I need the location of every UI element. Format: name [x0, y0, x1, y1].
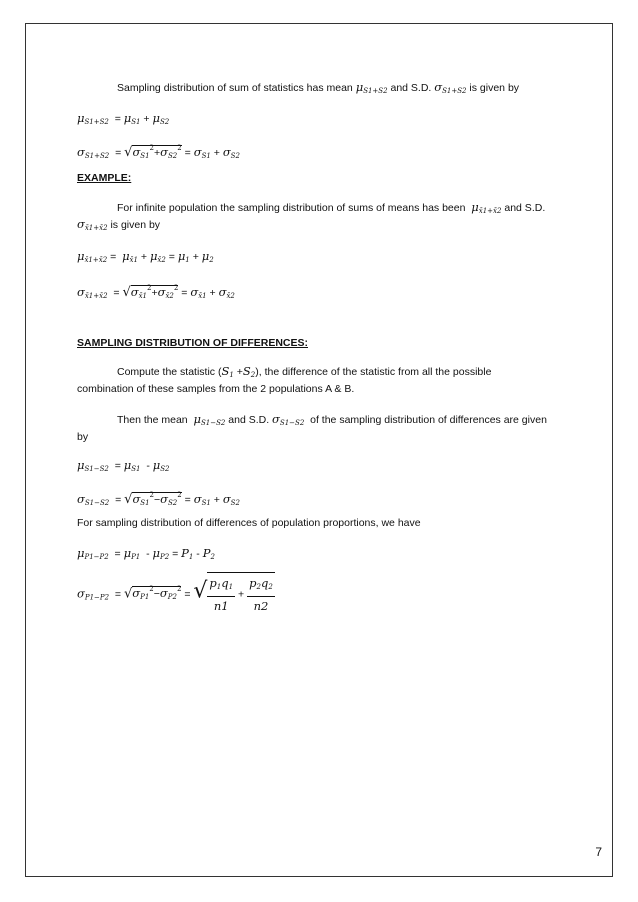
intro-text-1: Sampling distribution of sum of statistics has mean [117, 82, 353, 94]
intro-text-3: is given by [469, 82, 520, 94]
page-number: 7 [595, 845, 602, 859]
differences-heading: SAMPLING DISTRIBUTION OF DIFFERENCES: [77, 337, 308, 349]
differences-paragraph-2-cont: by [77, 431, 89, 443]
proportions-paragraph: For sampling distribution of differences of population proportions, we have [77, 517, 421, 529]
example-paragraph: For infinite population the sampling distribution of sums of means has been μx̄1+x̄2 and S.D. [117, 200, 546, 215]
formula-mean-diff: μS1−S2 = μS1 - μS2 [77, 458, 170, 473]
formula-mean-sample-sum: μx̄1+x̄2 = μx̄1 + μx̄2 = μ1 + μ2 [77, 249, 214, 264]
formula-sd-proportions: $\sigma P1-P2 = √\sigma P1^2-\sigma P2^2$ = √ $\frac{p1q1}{n1}$ + $\frac{p2q2}{n2}$ [77, 572, 275, 615]
differences-paragraph-1-cont: combination of these samples from the 2 populations A & B. [77, 383, 355, 395]
example-paragraph-cont: σx̄1+x̄2 is given by [77, 217, 161, 232]
formula-sd-sample-sum: σx̄1+x̄2 = $√\sigma x̄1^2+\sigma x̄2^2$ = σx̄1 + σx̄2 [77, 284, 235, 300]
sigma-symbol: σ [434, 80, 443, 94]
formula-sd-diff: $\sigma S1-S2 = √\sigma S1^2-\sigma S2^2 = \sigma S1 + \sigma S2$ [77, 491, 240, 507]
formula-sd-sum: $\sigma S1+S2 = √\sigma S1^2+\sigma S2^2 = \sigma S1 + \sigma S2$ [77, 144, 240, 160]
intro-text-2: and S.D. [390, 82, 432, 94]
formula-mean-sum: μS1+S2 = μS1 + μS2 [77, 111, 170, 126]
differences-paragraph-2: Then the mean μS1−S2 and S.D. σS1−S2 of the sampling distribution of differences are given [117, 412, 547, 427]
differences-paragraph-1: Compute the statistic (S1 +S2), the difference of the statistic from all the possible [117, 364, 492, 379]
intro-paragraph: Sampling distribution of sum of statistics has mean μS1+S2 and S.D. σS1+S2 is given by [117, 80, 520, 95]
mu-symbol: μ [355, 80, 364, 94]
formula-mean-proportions: μP1−P2 = μP1 - μP2 = P1 - P2 [77, 546, 215, 561]
example-heading: EXAMPLE: [77, 172, 132, 184]
